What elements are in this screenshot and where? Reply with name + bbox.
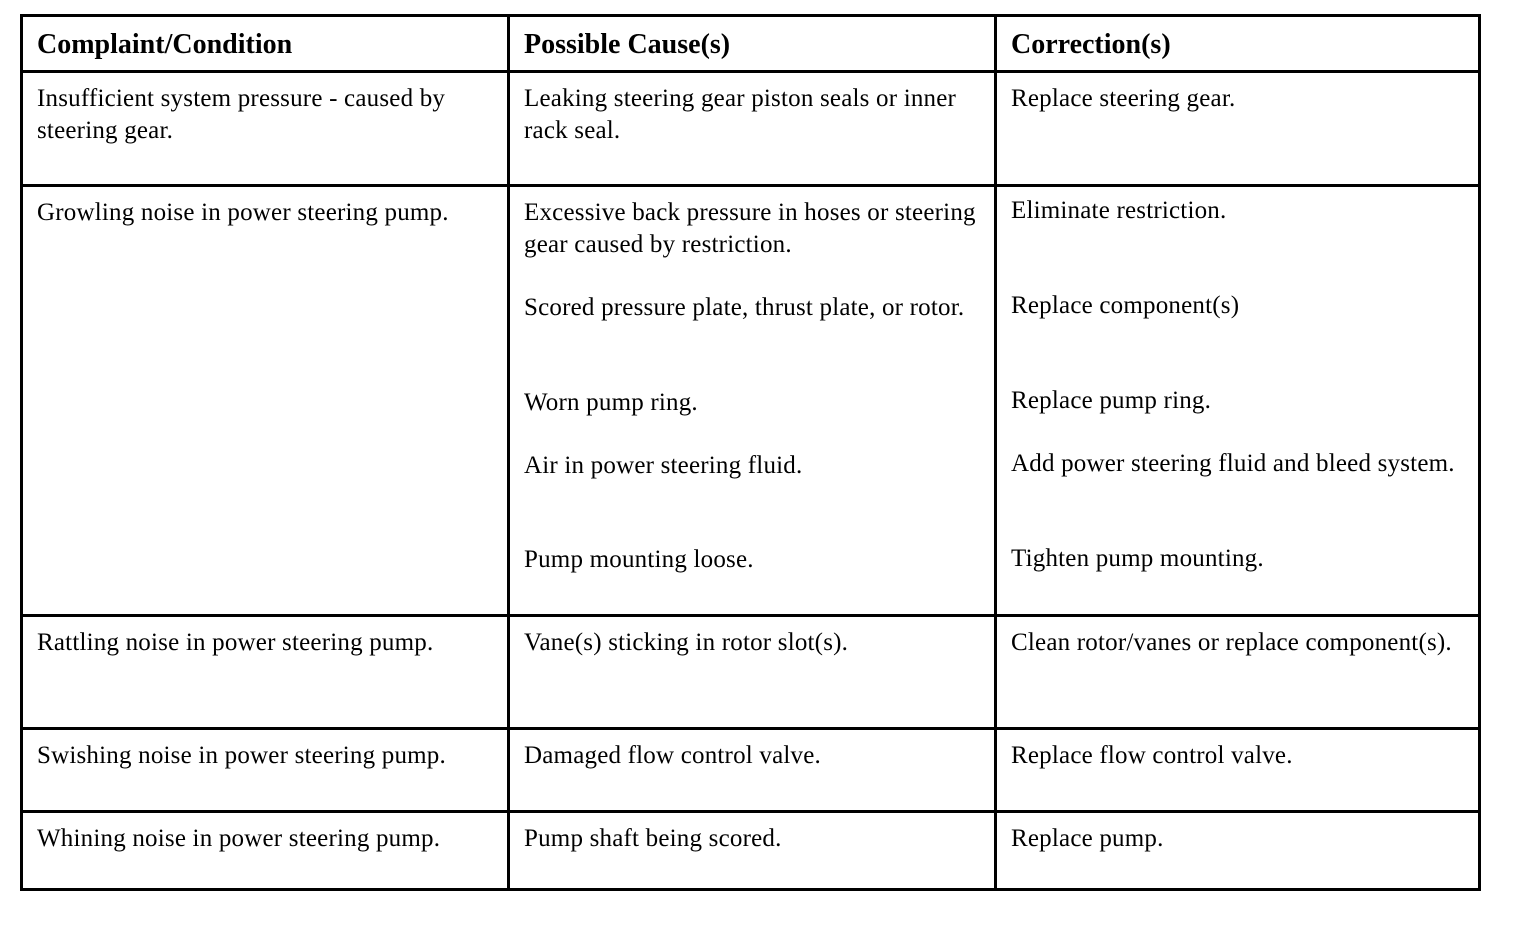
correction-entry: Replace flow control valve.	[1011, 742, 1293, 769]
correction-entry: Replace steering gear.	[1011, 85, 1236, 112]
troubleshooting-table	[20, 14, 1481, 891]
cause-cell	[510, 73, 997, 187]
header-cause: Possible Cause(s)	[510, 17, 997, 73]
condition-cell: Whining noise in power steering pump.	[23, 813, 510, 888]
cause-cell	[510, 813, 997, 888]
correction-entry: Clean rotor/vanes or replace component(s).	[1011, 629, 1452, 656]
correction-entry: Replace pump.	[1011, 825, 1164, 852]
condition-cell: Growling noise in power steering pump.	[23, 187, 510, 617]
correction-entry: Add power steering fluid and bleed system.	[1011, 450, 1455, 477]
correction-entry: Replace pump ring.	[1011, 387, 1212, 414]
cause-cell	[510, 187, 997, 617]
cause-cell	[510, 730, 997, 813]
cause-entry: Air in power steering fluid.	[524, 452, 803, 479]
correction-entry: Replace component(s)	[1011, 292, 1240, 319]
correction-cell	[997, 73, 1478, 187]
correction-entry: Eliminate restriction.	[1011, 197, 1227, 224]
cause-cell	[510, 617, 997, 730]
condition-cell: Rattling noise in power steering pump.	[23, 617, 510, 730]
correction-cell	[997, 617, 1478, 730]
header-correction: Correction(s)	[997, 17, 1478, 73]
correction-entry: Tighten pump mounting.	[1011, 545, 1264, 572]
condition-cell: Insufficient system pressure - caused by steering gear.	[23, 73, 510, 187]
cause-entry: Damaged flow control valve.	[524, 742, 821, 769]
cause-entry: Scored pressure plate, thrust plate, or rotor.	[524, 294, 965, 321]
cause-entry: Pump mounting loose.	[524, 546, 754, 573]
correction-cell	[997, 730, 1478, 813]
cause-entry: Excessive back pressure in hoses or steering gear caused by restriction.	[524, 199, 976, 258]
cause-entry: Vane(s) sticking in rotor slot(s).	[524, 629, 849, 656]
condition-cell: Swishing noise in power steering pump.	[23, 730, 510, 813]
cause-entry: Pump shaft being scored.	[524, 825, 782, 852]
correction-cell	[997, 813, 1478, 888]
correction-cell	[997, 187, 1478, 617]
cause-entry: Worn pump ring.	[524, 389, 698, 416]
header-condition: Complaint/Condition	[23, 17, 510, 73]
cause-entry: Leaking steering gear piston seals or inner rack seal.	[524, 85, 957, 144]
